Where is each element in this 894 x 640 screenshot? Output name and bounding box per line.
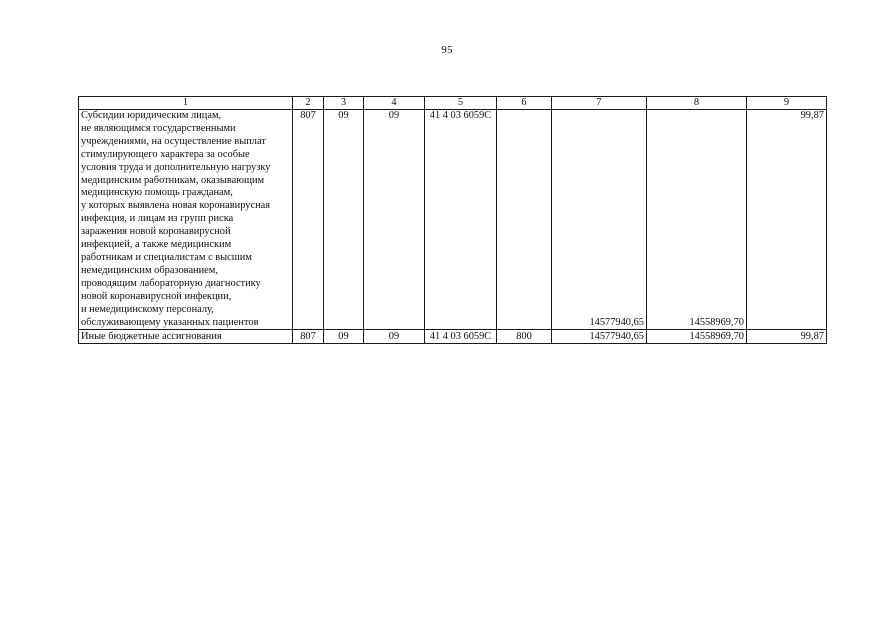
budget-table (78, 96, 827, 344)
cell-col4: 09 (364, 330, 425, 344)
description-line: новой коронавирусной инфекции, (81, 290, 232, 302)
header-cell: 9 (747, 97, 827, 110)
description-line: учреждениями, на осуществление выплат (81, 135, 266, 147)
table-row (79, 330, 827, 344)
header-cell: 2 (293, 97, 324, 110)
description-line: медицинским работникам, оказывающим (81, 174, 265, 186)
cell-col2: 807 (293, 110, 324, 330)
cell-col6: 800 (497, 330, 552, 344)
header-cell: 4 (364, 97, 425, 110)
header-cell: 6 (497, 97, 552, 110)
header-cell: 1 (79, 97, 293, 110)
description-line: работникам и специалистам с высшим (81, 251, 252, 263)
cell-col3: 09 (324, 330, 364, 344)
row-description: Иные бюджетные ассигнования (79, 330, 293, 344)
description-line: не являющимся государственными (81, 122, 236, 134)
description-line: обслуживающему указанных пациентов (81, 316, 259, 328)
description-line: инфекция, и лицам из групп риска (81, 213, 234, 225)
table-header-row (79, 97, 827, 110)
cell-col6 (497, 110, 552, 330)
header-cell: 5 (425, 97, 497, 110)
header-cell: 7 (552, 97, 647, 110)
description-line: у которых выявлена новая коронавирусная (81, 200, 271, 212)
cell-col7: 14577940,65 (552, 110, 647, 330)
cell-col5: 41 4 03 6059С (425, 330, 497, 344)
description-line: проводящим лабораторную диагностику (81, 277, 261, 289)
cell-col9: 99,87 (747, 330, 827, 344)
cell-col4: 09 (364, 110, 425, 330)
cell-col2: 807 (293, 330, 324, 344)
cell-col9: 99,87 (747, 110, 827, 330)
description-line: медицинскую помощь гражданам, (81, 187, 233, 199)
table-row (79, 110, 827, 330)
description-line: немедицинским образованием, (81, 264, 218, 276)
cell-col5: 41 4 03 6059С (425, 110, 497, 330)
description-line: и немедицинскому персоналу, (81, 303, 214, 315)
description-line: стимулирующего характера за особые (81, 148, 250, 160)
cell-col8: 14558969,70 (647, 110, 747, 330)
header-cell: 8 (647, 97, 747, 110)
cell-col7: 14577940,65 (552, 330, 647, 344)
page-number: 95 (441, 44, 453, 56)
row-description (79, 110, 293, 330)
header-cell: 3 (324, 97, 364, 110)
cell-col3: 09 (324, 110, 364, 330)
description-line: заражения новой коронавирусной (81, 226, 231, 238)
cell-col8: 14558969,70 (647, 330, 747, 344)
description-line: условия труда и дополнительную нагрузку (81, 161, 271, 173)
description-line: Субсидии юридическим лицам, (81, 110, 222, 121)
description-line: инфекцией, а также медицинским (81, 239, 232, 251)
